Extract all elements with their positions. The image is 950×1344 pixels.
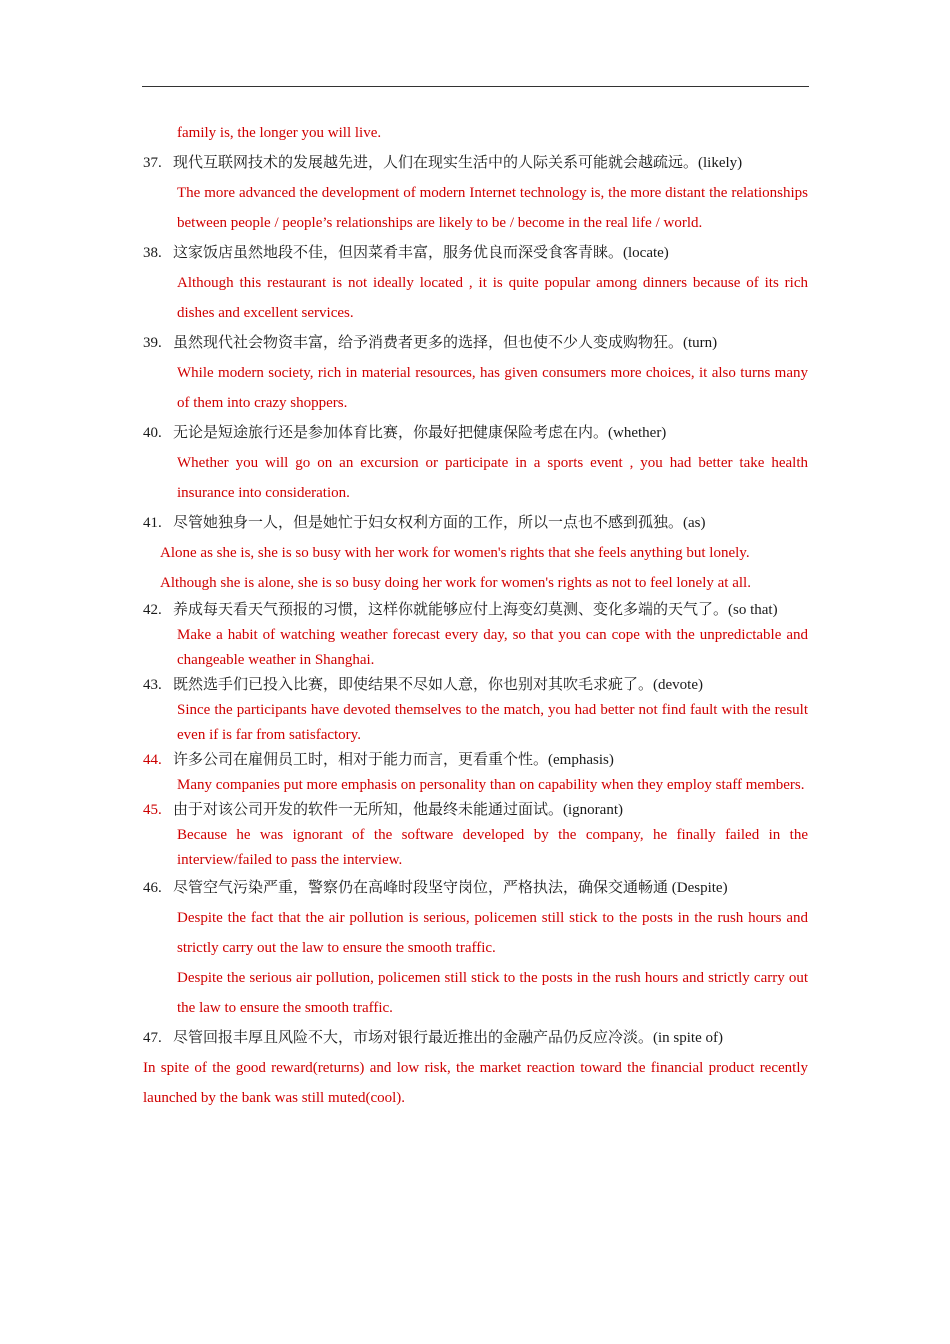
answer-47: In spite of the good reward(returns) and low risk, the market reaction toward the financial product recently launched by the bank was still muted(cool). [143,1060,808,1106]
answer-37: The more advanced the development of modern Internet technology is, the more distant the relationships between people / people’s relationships are likely to be / become in the real life / world. [177,185,808,231]
question-46 [143,873,808,903]
question-39 [143,328,808,358]
answer-38: Although this restaurant is not ideally located , it is quite popular among dinners because of its rich dishes and excellent services. [177,275,808,321]
question-number: 43. [143,677,162,693]
question-text: 许多公司在雇佣员工时，相对于能力而言，更看重个性。(emphasis) [173,752,614,768]
question-text: 尽管回报丰厚且风险不大，市场对银行最近推出的金融产品仍反应冷淡。(in spite of) [173,1030,723,1046]
question-text: 虽然现代社会物资丰富，给予消费者更多的选择，但也使不少人变成购物狂。(turn) [173,335,718,351]
answer-46-a: Despite the fact that the air pollution is serious, policemen still stick to the posts in the rush hours and strictly carry out the law to ensure the smooth traffic. [177,910,808,956]
question-41 [143,508,808,538]
answer-41-b: Although she is alone, she is so busy doing her work for women's rights as not to feel lonely at all. [160,575,751,591]
answer-44: Many companies put more emphasis on personality than on capability when they employ staff members. [177,777,805,793]
question-text: 现代互联网技术的发展越先进，人们在现实生活中的人际关系可能就会越疏远。(likely) [173,155,743,171]
question-text: 无论是短途旅行还是参加体育比赛，你最好把健康保险考虑在内。(whether) [173,425,667,441]
question-text: 这家饭店虽然地段不佳，但因菜肴丰富，服务优良而深受食客青睐。(locate) [173,245,669,261]
question-number: 45. [143,802,162,818]
question-text: 由于对该公司开发的软件一无所知，他最终未能通过面试。(ignorant) [173,802,623,818]
question-number: 42. [143,602,162,618]
question-text: 既然选手们已投入比赛，即使结果不尽如人意，你也别对其吹毛求疵了。(devote) [173,677,703,693]
question-40 [143,418,808,448]
header-rule [142,86,809,87]
question-number: 46. [143,880,162,896]
question-43 [143,673,808,698]
question-text: 尽管空气污染严重，警察仍在高峰时段坚守岗位，严格执法，确保交通畅通 (Despite) [173,880,728,896]
question-number: 41. [143,515,162,531]
answer-40: Whether you will go on an excursion or participate in a sports event , you had better take health insurance into consideration. [177,455,808,501]
question-number: 39. [143,335,162,351]
answer-43: Since the participants have devoted themselves to the match, you had better not find fault with the result even if is far from satisfactory. [177,702,808,743]
question-number: 38. [143,245,162,261]
question-number: 40. [143,425,162,441]
answer-42: Make a habit of watching weather forecast every day, so that you can cope with the unpredictable and changeable weather in Shanghai. [177,627,808,668]
answer-46-b: Despite the serious air pollution, policemen still stick to the posts in the rush hours and strictly carry out the law to ensure the smooth traffic. [177,970,808,1016]
question-number: 44. [143,752,162,768]
question-47 [143,1023,808,1053]
question-37 [143,148,808,178]
document-body [143,118,808,1113]
question-text: 尽管她独身一人，但是她忙于妇女权利方面的工作，所以一点也不感到孤独。(as) [173,515,706,531]
question-number: 47. [143,1030,162,1046]
question-45 [143,798,808,823]
question-number: 37. [143,155,162,171]
question-38 [143,238,808,268]
answer-continued: family is, the longer you will live. [177,125,382,141]
answer-39: While modern society, rich in material resources, has given consumers more choices, it also turns many of them into crazy shoppers. [177,365,808,411]
answer-41-a: Alone as she is, she is so busy with her work for women's rights that she feels anything but lonely. [160,545,750,561]
question-text: 养成每天看天气预报的习惯，这样你就能够应付上海变幻莫测、变化多端的天气了。(so that) [173,602,778,618]
answer-45: Because he was ignorant of the software developed by the company, he finally failed in the interview/failed to pass the interview. [177,827,808,868]
question-42 [143,598,808,623]
question-44 [143,748,808,773]
